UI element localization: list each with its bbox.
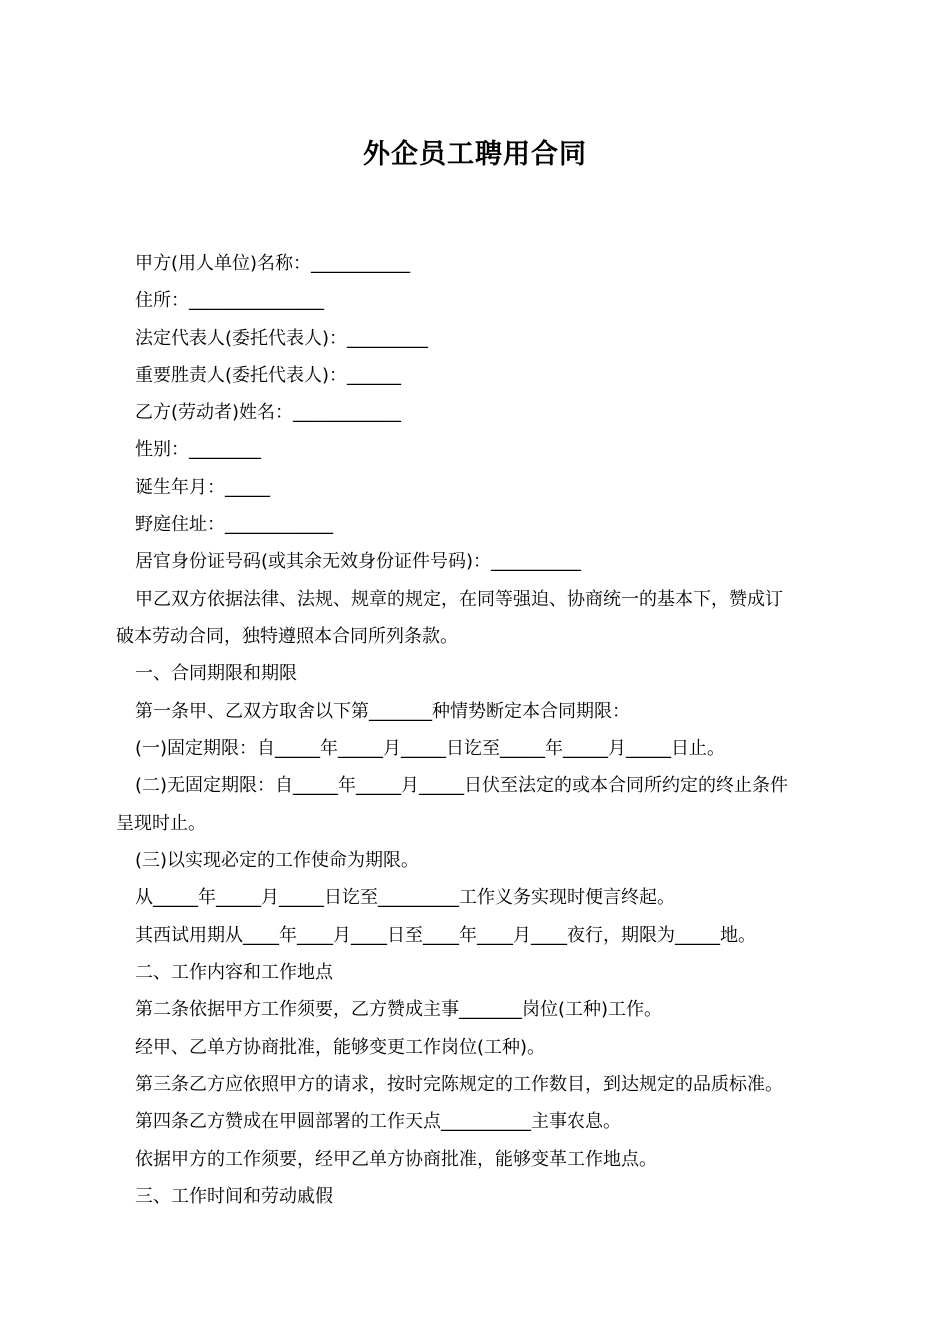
main-responsible-line: 重要胜责人(委托代表人)：______ [135, 365, 402, 386]
document-title: 外企员工聘用合同 [363, 139, 587, 170]
birth-date-line: 诞生年月：_____ [135, 477, 270, 498]
section-heading-work: 二、工作内容和工作地点 [135, 962, 333, 983]
fixed-term-line: (一)固定期限：自_____年_____月_____日讫至_____年_____月_____日止。 [135, 738, 726, 759]
task-term-dates-line: 从_____年_____月_____日讫至_________工作义务实现时便言终起。 [135, 887, 675, 908]
party-a-address-line: 住所：_______________ [135, 290, 324, 311]
article-1-line: 第一条甲、乙双方取舍以下第_______种情势断定本合同期限： [135, 701, 630, 722]
article-3-line: 第三条乙方应依照甲方的请求，按时完陈规定的工作数目，到达规定的品质标准。 [135, 1074, 783, 1095]
legal-representative-line: 法定代表人(委托代表人)：_________ [135, 328, 429, 349]
position-change-line: 经甲、乙单方协商批准，能够变更工作岗位(工种)。 [135, 1037, 546, 1058]
preamble-paragraph-line-1: 甲乙双方依据法律、法规、规章的规定，在同等强迫、协商统一的基本下，赞成订 [135, 589, 783, 610]
preamble-paragraph-line-2: 破本劳动合同，独特遵照本合同所列条款。 [116, 626, 458, 647]
open-term-line-2: 呈现时止。 [116, 813, 206, 834]
home-address-line: 野庭住址：____________ [135, 514, 333, 535]
party-a-name-line: 甲方(用人单位)名称：___________ [135, 253, 411, 274]
task-term-line: (三)以实现必定的工作使命为期限。 [135, 850, 420, 871]
article-4-line: 第四条乙方赞成在甲圆部署的工作天点__________主事农息。 [135, 1111, 621, 1132]
section-heading-term: 一、合同期限和期限 [135, 663, 297, 684]
article-2-line: 第二条依据甲方工作须要，乙方赞成主事_______岗位(工种)工作。 [135, 999, 663, 1020]
id-number-line: 居官身份证号码(或其余无效身份证件号码)：__________ [135, 551, 582, 572]
party-b-name-line: 乙方(劳动者)姓名：____________ [135, 402, 402, 423]
section-heading-hours: 三、工作时间和劳动戚假 [135, 1186, 333, 1207]
gender-line: 性别：________ [135, 439, 261, 460]
probation-line: 其西试用期从____年____月____日至____年____月____夜行，期限为_____地。 [135, 925, 756, 946]
open-term-line-1: (二)无固定期限：自_____年_____月_____日伏至法定的或本合同所约定的终止条件 [135, 775, 789, 796]
location-change-line: 依据甲方的工作须要，经甲乙单方协商批准，能够变革工作地点。 [135, 1149, 657, 1170]
